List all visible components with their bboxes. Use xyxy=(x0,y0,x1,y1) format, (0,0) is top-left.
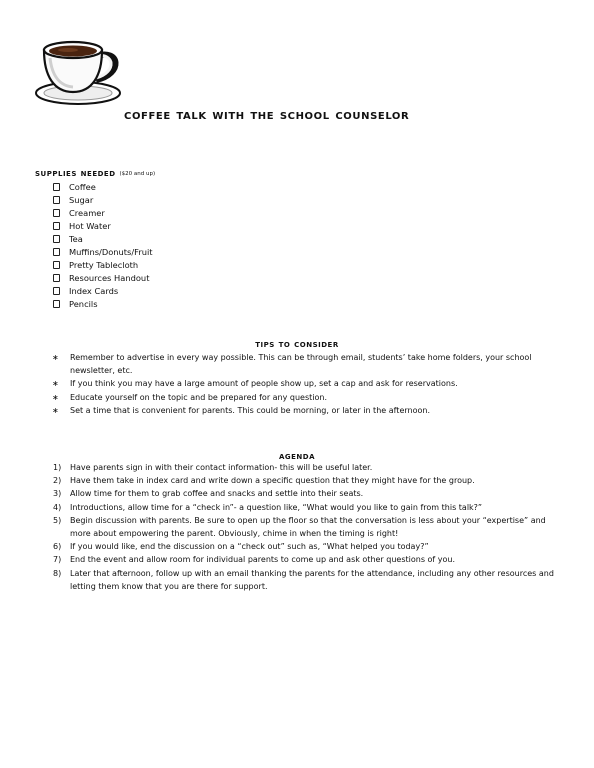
list-item xyxy=(53,232,153,245)
list-item xyxy=(53,272,153,285)
supply-label: Coffee xyxy=(69,181,96,192)
agenda-list xyxy=(0,461,560,593)
agenda-text: Later that afternoon, follow up with an email thanking the parents for the attendance, including any other resources and letting them know that you are there for support. xyxy=(70,568,554,591)
list-item xyxy=(0,487,560,500)
tip-text: Remember to advertise in every way possible. This can be through email, students’ take home folders, your school newsletter, etc. xyxy=(70,353,532,376)
supplies-heading-label: supplies needed xyxy=(35,168,116,179)
supply-label: Muffins/Donuts/Fruit xyxy=(69,247,153,258)
agenda-text: Have them take in index card and write down a specific question that they might have for the group. xyxy=(70,476,475,486)
list-item xyxy=(0,391,560,404)
tips-list xyxy=(0,351,560,417)
checkbox[interactable] xyxy=(53,261,60,269)
item-number: 3) xyxy=(53,489,62,499)
supply-label: Pencils xyxy=(69,299,98,310)
supply-label: Sugar xyxy=(69,194,94,205)
checkbox[interactable] xyxy=(53,235,60,243)
list-item xyxy=(0,567,560,593)
list-item xyxy=(0,351,560,377)
bullet-marker: ∗ xyxy=(52,405,59,415)
list-item xyxy=(0,377,560,390)
list-item xyxy=(0,540,560,553)
supplies-checklist xyxy=(53,180,153,311)
checkbox[interactable] xyxy=(53,183,60,191)
list-item xyxy=(0,404,560,417)
list-item xyxy=(0,501,560,514)
bullet-marker: ∗ xyxy=(52,379,59,389)
checkbox[interactable] xyxy=(53,196,60,204)
list-item xyxy=(53,206,153,219)
checkbox[interactable] xyxy=(53,248,60,256)
item-number: 2) xyxy=(53,476,62,486)
agenda-heading: agenda xyxy=(278,451,316,462)
item-number: 6) xyxy=(53,542,62,552)
agenda-text: Begin discussion with parents. Be sure to open up the floor so that the conversation is less about your “expertise” and more about empowering the parent. Obviously, chime in when the timing is right! xyxy=(70,515,546,539)
supply-label: Pretty Tablecloth xyxy=(69,260,139,271)
supply-label: Creamer xyxy=(69,207,105,218)
checkbox[interactable] xyxy=(53,274,60,282)
tip-text: Set a time that is convenient for parents. This could be morning, or later in the afternoon. xyxy=(70,405,430,415)
checkbox[interactable] xyxy=(53,300,60,308)
list-item xyxy=(53,259,153,272)
supply-label: Tea xyxy=(69,233,83,244)
item-number: 8) xyxy=(53,568,62,578)
supply-label: Hot Water xyxy=(69,220,111,231)
agenda-text: Have parents sign in with their contact information- this will be useful later. xyxy=(70,463,373,472)
list-item xyxy=(0,461,560,474)
checkbox[interactable] xyxy=(53,222,60,230)
agenda-text: If you would like, end the discussion on a “check out” such as, “What helped you today?” xyxy=(70,542,429,552)
list-item xyxy=(53,298,153,311)
list-item xyxy=(0,474,560,487)
item-number: 1) xyxy=(53,463,62,472)
supply-label: Resources Handout xyxy=(69,273,150,284)
supplies-heading xyxy=(35,168,155,179)
item-number: 5) xyxy=(53,515,62,525)
tip-text: Educate yourself on the topic and be prepared for any question. xyxy=(70,392,328,402)
agenda-text: Introductions, allow time for a “check in”- a question like, “What would you like to gain from this talk?” xyxy=(70,502,483,512)
agenda-text: End the event and allow room for individual parents to come up and ask other questions of you. xyxy=(70,555,456,565)
bullet-marker: ∗ xyxy=(52,392,59,402)
list-item xyxy=(53,193,153,206)
tip-text: If you think you may have a large amount of people show up, set a cap and ask for reservations. xyxy=(70,379,458,389)
list-item xyxy=(53,180,153,193)
list-item xyxy=(0,514,560,540)
tips-heading: tips to consider xyxy=(255,339,339,350)
coffee-cup-icon xyxy=(34,38,122,106)
list-item xyxy=(53,245,153,258)
agenda-text: Allow time for them to grab coffee and snacks and settle into their seats. xyxy=(70,489,364,499)
page-title: coffee talk with the school counselor xyxy=(124,107,410,123)
supply-label: Index Cards xyxy=(69,286,119,297)
bullet-marker: ∗ xyxy=(52,353,59,362)
checkbox[interactable] xyxy=(53,209,60,217)
list-item xyxy=(0,553,560,566)
checkbox[interactable] xyxy=(53,287,60,295)
item-number: 4) xyxy=(53,502,62,512)
supplies-cost-note: ($20 and up) xyxy=(119,171,156,177)
item-number: 7) xyxy=(53,555,62,565)
list-item xyxy=(53,219,153,232)
list-item xyxy=(53,285,153,298)
